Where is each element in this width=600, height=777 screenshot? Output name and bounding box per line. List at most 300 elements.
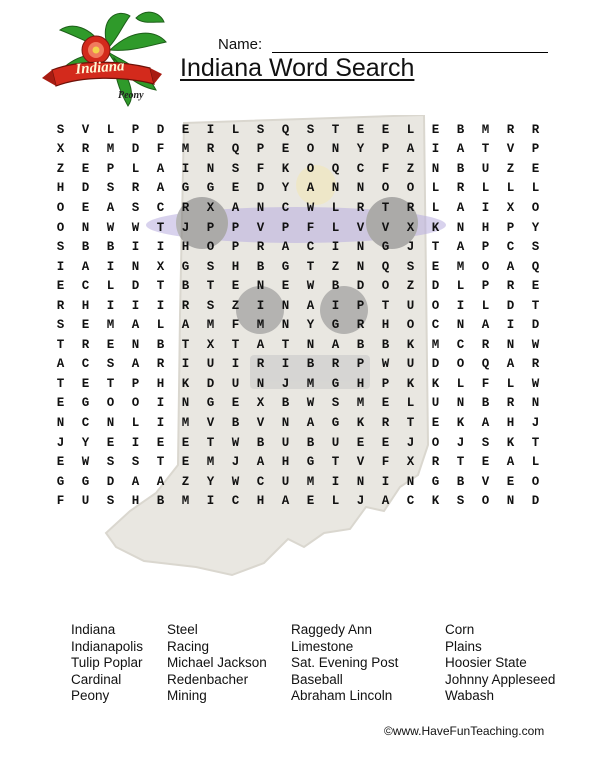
grid-letter[interactable]: A [506,259,515,274]
grid-letter[interactable]: W [306,396,315,411]
grid-letter[interactable]: L [456,376,465,391]
grid-letter[interactable]: J [406,435,415,450]
grid-letter[interactable]: R [481,337,490,352]
grid-letter[interactable]: G [431,474,440,489]
grid-letter[interactable]: B [81,240,90,255]
grid-letter[interactable]: U [331,435,340,450]
grid-letter[interactable]: W [381,357,390,372]
grid-letter[interactable]: M [206,455,215,470]
grid-letter[interactable]: L [531,181,540,196]
grid-letter[interactable]: Z [406,161,415,176]
grid-letter[interactable]: A [256,455,265,470]
grid-letter[interactable]: W [81,455,90,470]
grid-letter[interactable]: M [256,318,265,333]
grid-letter[interactable]: A [181,318,190,333]
grid-letter[interactable]: J [181,220,190,235]
grid-letter[interactable]: V [256,415,265,430]
grid-letter[interactable]: N [81,220,90,235]
grid-letter[interactable]: G [331,415,340,430]
grid-letter[interactable]: I [156,396,165,411]
grid-letter[interactable]: V [206,415,215,430]
grid-letter[interactable]: E [231,396,240,411]
grid-letter[interactable]: B [281,396,290,411]
grid-letter[interactable]: V [356,220,365,235]
grid-letter[interactable]: K [456,415,465,430]
grid-letter[interactable]: U [81,494,90,509]
grid-letter[interactable]: N [356,181,365,196]
grid-letter[interactable]: O [56,220,65,235]
grid-letter[interactable]: K [431,494,440,509]
grid-letter[interactable]: Z [506,161,515,176]
grid-letter[interactable]: L [156,318,165,333]
grid-letter[interactable]: W [306,200,315,215]
grid-letter[interactable]: E [481,455,490,470]
grid-letter[interactable]: E [531,161,540,176]
grid-letter[interactable]: E [431,259,440,274]
grid-letter[interactable]: I [506,318,515,333]
grid-letter[interactable]: M [431,337,440,352]
grid-letter[interactable]: L [506,181,515,196]
grid-letter[interactable]: B [381,337,390,352]
grid-letter[interactable]: C [156,200,165,215]
grid-letter[interactable]: R [81,337,90,352]
grid-letter[interactable]: G [56,474,65,489]
grid-letter[interactable]: F [306,220,315,235]
grid-letter[interactable]: R [356,200,365,215]
grid-letter[interactable]: M [306,376,315,391]
grid-letter[interactable]: W [106,220,115,235]
grid-letter[interactable]: J [456,435,465,450]
grid-letter[interactable]: D [131,142,140,157]
grid-letter[interactable]: A [456,200,465,215]
grid-letter[interactable]: S [131,455,140,470]
grid-letter[interactable]: N [356,474,365,489]
grid-letter[interactable]: H [381,318,390,333]
grid-letter[interactable]: N [406,474,415,489]
grid-letter[interactable]: E [306,494,315,509]
grid-letter[interactable]: R [206,142,215,157]
grid-letter[interactable]: B [331,279,340,294]
grid-letter[interactable]: I [181,357,190,372]
grid-letter[interactable]: X [506,200,515,215]
grid-letter[interactable]: F [156,142,165,157]
grid-letter[interactable]: O [106,396,115,411]
grid-letter[interactable]: X [206,337,215,352]
grid-letter[interactable]: B [356,337,365,352]
grid-letter[interactable]: I [381,474,390,489]
grid-letter[interactable]: X [206,200,215,215]
grid-letter[interactable]: L [431,200,440,215]
grid-letter[interactable]: D [131,279,140,294]
grid-letter[interactable]: R [506,396,515,411]
grid-letter[interactable]: S [256,122,265,137]
grid-letter[interactable]: K [406,337,415,352]
grid-letter[interactable]: L [331,220,340,235]
grid-letter[interactable]: N [181,396,190,411]
grid-letter[interactable]: I [156,240,165,255]
grid-letter[interactable]: N [356,240,365,255]
grid-letter[interactable]: Y [281,181,290,196]
grid-letter[interactable]: H [181,240,190,255]
grid-letter[interactable]: N [131,259,140,274]
grid-letter[interactable]: E [231,181,240,196]
grid-letter[interactable]: C [81,357,90,372]
grid-letter[interactable]: S [106,357,115,372]
grid-letter[interactable]: I [56,259,65,274]
grid-letter[interactable]: L [331,200,340,215]
grid-letter[interactable]: P [356,298,365,313]
grid-letter[interactable]: L [106,279,115,294]
grid-letter[interactable]: N [506,494,515,509]
grid-letter[interactable]: E [81,161,90,176]
grid-letter[interactable]: O [381,181,390,196]
grid-letter[interactable]: I [331,240,340,255]
grid-letter[interactable]: P [356,357,365,372]
grid-letter[interactable]: M [206,318,215,333]
grid-letter[interactable]: L [331,494,340,509]
grid-letter[interactable]: S [106,455,115,470]
grid-letter[interactable]: I [206,122,215,137]
grid-letter[interactable]: B [256,259,265,274]
grid-letter[interactable]: S [456,494,465,509]
grid-letter[interactable]: Z [231,298,240,313]
grid-letter[interactable]: C [306,240,315,255]
grid-letter[interactable]: S [531,240,540,255]
grid-letter[interactable]: Z [331,259,340,274]
grid-letter[interactable]: T [531,298,540,313]
grid-letter[interactable]: W [531,337,540,352]
grid-letter[interactable]: M [356,396,365,411]
grid-letter[interactable]: S [56,240,65,255]
grid-letter[interactable]: T [381,200,390,215]
grid-letter[interactable]: D [431,357,440,372]
grid-letter[interactable]: H [131,494,140,509]
grid-letter[interactable]: N [281,415,290,430]
grid-letter[interactable]: E [431,122,440,137]
grid-letter[interactable]: I [156,298,165,313]
grid-letter[interactable]: B [256,435,265,450]
grid-letter[interactable]: A [156,474,165,489]
grid-letter[interactable]: G [331,376,340,391]
grid-letter[interactable]: E [81,318,90,333]
grid-letter[interactable]: A [306,415,315,430]
grid-letter[interactable]: S [56,122,65,137]
grid-letter[interactable]: N [331,142,340,157]
grid-letter[interactable]: H [256,494,265,509]
grid-letter[interactable]: R [506,279,515,294]
grid-letter[interactable]: F [381,455,390,470]
grid-letter[interactable]: E [431,415,440,430]
grid-letter[interactable]: C [431,318,440,333]
grid-letter[interactable]: M [481,122,490,137]
grid-letter[interactable]: E [56,279,65,294]
grid-letter[interactable]: C [256,474,265,489]
grid-letter[interactable]: B [156,337,165,352]
grid-letter[interactable]: O [381,279,390,294]
grid-letter[interactable]: R [181,200,190,215]
grid-letter[interactable]: C [231,494,240,509]
grid-letter[interactable]: P [231,240,240,255]
grid-letter[interactable]: N [131,337,140,352]
grid-letter[interactable]: P [481,279,490,294]
grid-letter[interactable]: G [81,474,90,489]
grid-letter[interactable]: J [531,415,540,430]
grid-letter[interactable]: E [56,455,65,470]
grid-letter[interactable]: M [181,142,190,157]
grid-letter[interactable]: N [431,161,440,176]
grid-letter[interactable]: W [231,435,240,450]
grid-letter[interactable]: R [56,298,65,313]
grid-letter[interactable]: X [406,220,415,235]
grid-letter[interactable]: Q [331,161,340,176]
grid-letter[interactable]: S [206,298,215,313]
grid-letter[interactable]: T [106,376,115,391]
grid-letter[interactable]: A [481,318,490,333]
grid-letter[interactable]: R [81,142,90,157]
grid-letter[interactable]: N [106,415,115,430]
grid-letter[interactable]: U [406,357,415,372]
grid-letter[interactable]: A [381,494,390,509]
grid-letter[interactable]: M [106,318,115,333]
grid-letter[interactable]: C [81,279,90,294]
grid-letter[interactable]: C [281,200,290,215]
grid-letter[interactable]: E [381,435,390,450]
grid-letter[interactable]: C [406,494,415,509]
grid-letter[interactable]: P [256,142,265,157]
grid-letter[interactable]: D [531,494,540,509]
grid-letter[interactable]: S [231,161,240,176]
grid-letter[interactable]: C [506,240,515,255]
grid-letter[interactable]: I [131,298,140,313]
grid-letter[interactable]: C [356,161,365,176]
grid-letter[interactable]: S [131,200,140,215]
grid-letter[interactable]: I [231,357,240,372]
grid-letter[interactable]: B [306,435,315,450]
grid-letter[interactable]: N [281,298,290,313]
grid-letter[interactable]: A [306,181,315,196]
grid-letter[interactable]: F [481,376,490,391]
grid-letter[interactable]: K [506,435,515,450]
grid-letter[interactable]: O [456,357,465,372]
grid-letter[interactable]: Y [356,142,365,157]
grid-letter[interactable]: E [356,122,365,137]
grid-letter[interactable]: R [456,181,465,196]
grid-letter[interactable]: T [331,455,340,470]
grid-letter[interactable]: B [306,357,315,372]
grid-letter[interactable]: Y [531,220,540,235]
grid-letter[interactable]: V [256,220,265,235]
grid-letter[interactable]: T [381,298,390,313]
grid-letter[interactable]: H [281,455,290,470]
grid-letter[interactable]: R [431,455,440,470]
grid-letter[interactable]: N [256,376,265,391]
grid-letter[interactable]: T [156,455,165,470]
grid-letter[interactable]: D [156,122,165,137]
grid-letter[interactable]: I [331,474,340,489]
grid-letter[interactable]: G [206,396,215,411]
grid-letter[interactable]: P [131,122,140,137]
grid-letter[interactable]: T [431,240,440,255]
grid-letter[interactable]: F [231,318,240,333]
grid-letter[interactable]: C [81,415,90,430]
grid-letter[interactable]: O [531,474,540,489]
word-search-grid[interactable] [48,120,548,511]
grid-letter[interactable]: S [106,494,115,509]
grid-letter[interactable]: T [481,142,490,157]
grid-letter[interactable]: P [381,376,390,391]
grid-letter[interactable]: R [181,298,190,313]
grid-letter[interactable]: Q [481,357,490,372]
grid-letter[interactable]: D [506,298,515,313]
grid-letter[interactable]: V [356,455,365,470]
grid-letter[interactable]: W [131,220,140,235]
grid-letter[interactable]: D [356,279,365,294]
grid-letter[interactable]: N [256,279,265,294]
grid-letter[interactable]: X [406,455,415,470]
grid-letter[interactable]: W [231,474,240,489]
grid-letter[interactable]: I [256,298,265,313]
grid-letter[interactable]: J [231,455,240,470]
grid-letter[interactable]: N [206,161,215,176]
grid-letter[interactable]: L [506,376,515,391]
grid-letter[interactable]: S [306,122,315,137]
grid-letter[interactable]: X [156,259,165,274]
grid-letter[interactable]: D [256,181,265,196]
grid-letter[interactable]: K [181,376,190,391]
grid-letter[interactable]: E [531,279,540,294]
grid-letter[interactable]: I [156,415,165,430]
grid-letter[interactable]: S [56,318,65,333]
grid-letter[interactable]: E [506,474,515,489]
grid-letter[interactable]: N [456,220,465,235]
grid-letter[interactable]: P [231,220,240,235]
grid-letter[interactable]: T [181,337,190,352]
grid-letter[interactable]: B [231,415,240,430]
grid-letter[interactable]: A [481,415,490,430]
grid-letter[interactable]: T [406,415,415,430]
grid-letter[interactable]: M [456,259,465,274]
grid-letter[interactable]: I [131,435,140,450]
name-field-line[interactable] [272,52,548,53]
grid-letter[interactable]: O [481,494,490,509]
grid-letter[interactable]: U [206,357,215,372]
grid-letter[interactable]: N [456,396,465,411]
grid-letter[interactable]: T [206,435,215,450]
grid-letter[interactable]: I [131,240,140,255]
grid-letter[interactable]: B [156,494,165,509]
grid-letter[interactable]: G [331,318,340,333]
grid-letter[interactable]: M [106,142,115,157]
grid-letter[interactable]: J [281,376,290,391]
grid-letter[interactable]: A [406,142,415,157]
grid-letter[interactable]: R [131,181,140,196]
grid-letter[interactable]: K [406,376,415,391]
grid-letter[interactable]: N [281,318,290,333]
grid-letter[interactable]: A [131,357,140,372]
grid-letter[interactable]: P [131,376,140,391]
grid-letter[interactable]: O [56,200,65,215]
grid-letter[interactable]: O [406,318,415,333]
grid-letter[interactable]: F [56,494,65,509]
grid-letter[interactable]: I [181,161,190,176]
grid-letter[interactable]: E [81,376,90,391]
grid-letter[interactable]: T [231,337,240,352]
grid-letter[interactable]: O [531,200,540,215]
grid-letter[interactable]: L [431,181,440,196]
grid-letter[interactable]: P [281,220,290,235]
grid-letter[interactable]: B [481,396,490,411]
grid-letter[interactable]: E [281,279,290,294]
grid-letter[interactable]: N [506,337,515,352]
grid-letter[interactable]: E [381,396,390,411]
grid-letter[interactable]: G [81,396,90,411]
grid-letter[interactable]: D [431,279,440,294]
grid-letter[interactable]: C [456,337,465,352]
grid-letter[interactable]: A [131,474,140,489]
grid-letter[interactable]: T [56,376,65,391]
grid-letter[interactable]: L [481,181,490,196]
grid-letter[interactable]: R [406,200,415,215]
grid-letter[interactable]: Y [306,318,315,333]
grid-letter[interactable]: S [481,435,490,450]
grid-letter[interactable]: R [331,357,340,372]
grid-letter[interactable]: B [456,122,465,137]
grid-letter[interactable]: E [281,142,290,157]
grid-letter[interactable]: O [306,161,315,176]
grid-letter[interactable]: Q [381,259,390,274]
grid-letter[interactable]: O [431,298,440,313]
grid-letter[interactable]: K [431,376,440,391]
grid-letter[interactable]: T [281,337,290,352]
grid-letter[interactable]: Z [56,161,65,176]
grid-letter[interactable]: E [106,337,115,352]
grid-letter[interactable]: G [281,259,290,274]
grid-letter[interactable]: D [81,181,90,196]
grid-letter[interactable]: G [181,259,190,274]
grid-letter[interactable]: H [156,376,165,391]
grid-letter[interactable]: A [456,142,465,157]
grid-letter[interactable]: Y [206,474,215,489]
grid-letter[interactable]: A [506,357,515,372]
grid-letter[interactable]: A [156,181,165,196]
grid-letter[interactable]: O [481,259,490,274]
grid-letter[interactable]: A [331,337,340,352]
grid-letter[interactable]: F [256,161,265,176]
grid-letter[interactable]: E [181,435,190,450]
grid-letter[interactable]: E [106,435,115,450]
grid-letter[interactable]: I [281,357,290,372]
grid-letter[interactable]: O [306,142,315,157]
grid-letter[interactable]: U [431,396,440,411]
grid-letter[interactable]: B [456,474,465,489]
grid-letter[interactable]: A [81,259,90,274]
grid-letter[interactable]: T [531,435,540,450]
grid-letter[interactable]: W [531,376,540,391]
grid-letter[interactable]: O [131,396,140,411]
grid-letter[interactable]: T [156,279,165,294]
grid-letter[interactable]: N [56,415,65,430]
grid-letter[interactable]: H [356,376,365,391]
grid-letter[interactable]: J [356,494,365,509]
grid-letter[interactable]: V [381,220,390,235]
grid-letter[interactable]: D [206,376,215,391]
grid-letter[interactable]: H [506,415,515,430]
grid-letter[interactable]: E [356,435,365,450]
grid-letter[interactable]: G [181,181,190,196]
grid-letter[interactable]: P [531,142,540,157]
grid-letter[interactable]: I [431,142,440,157]
grid-letter[interactable]: O [431,435,440,450]
